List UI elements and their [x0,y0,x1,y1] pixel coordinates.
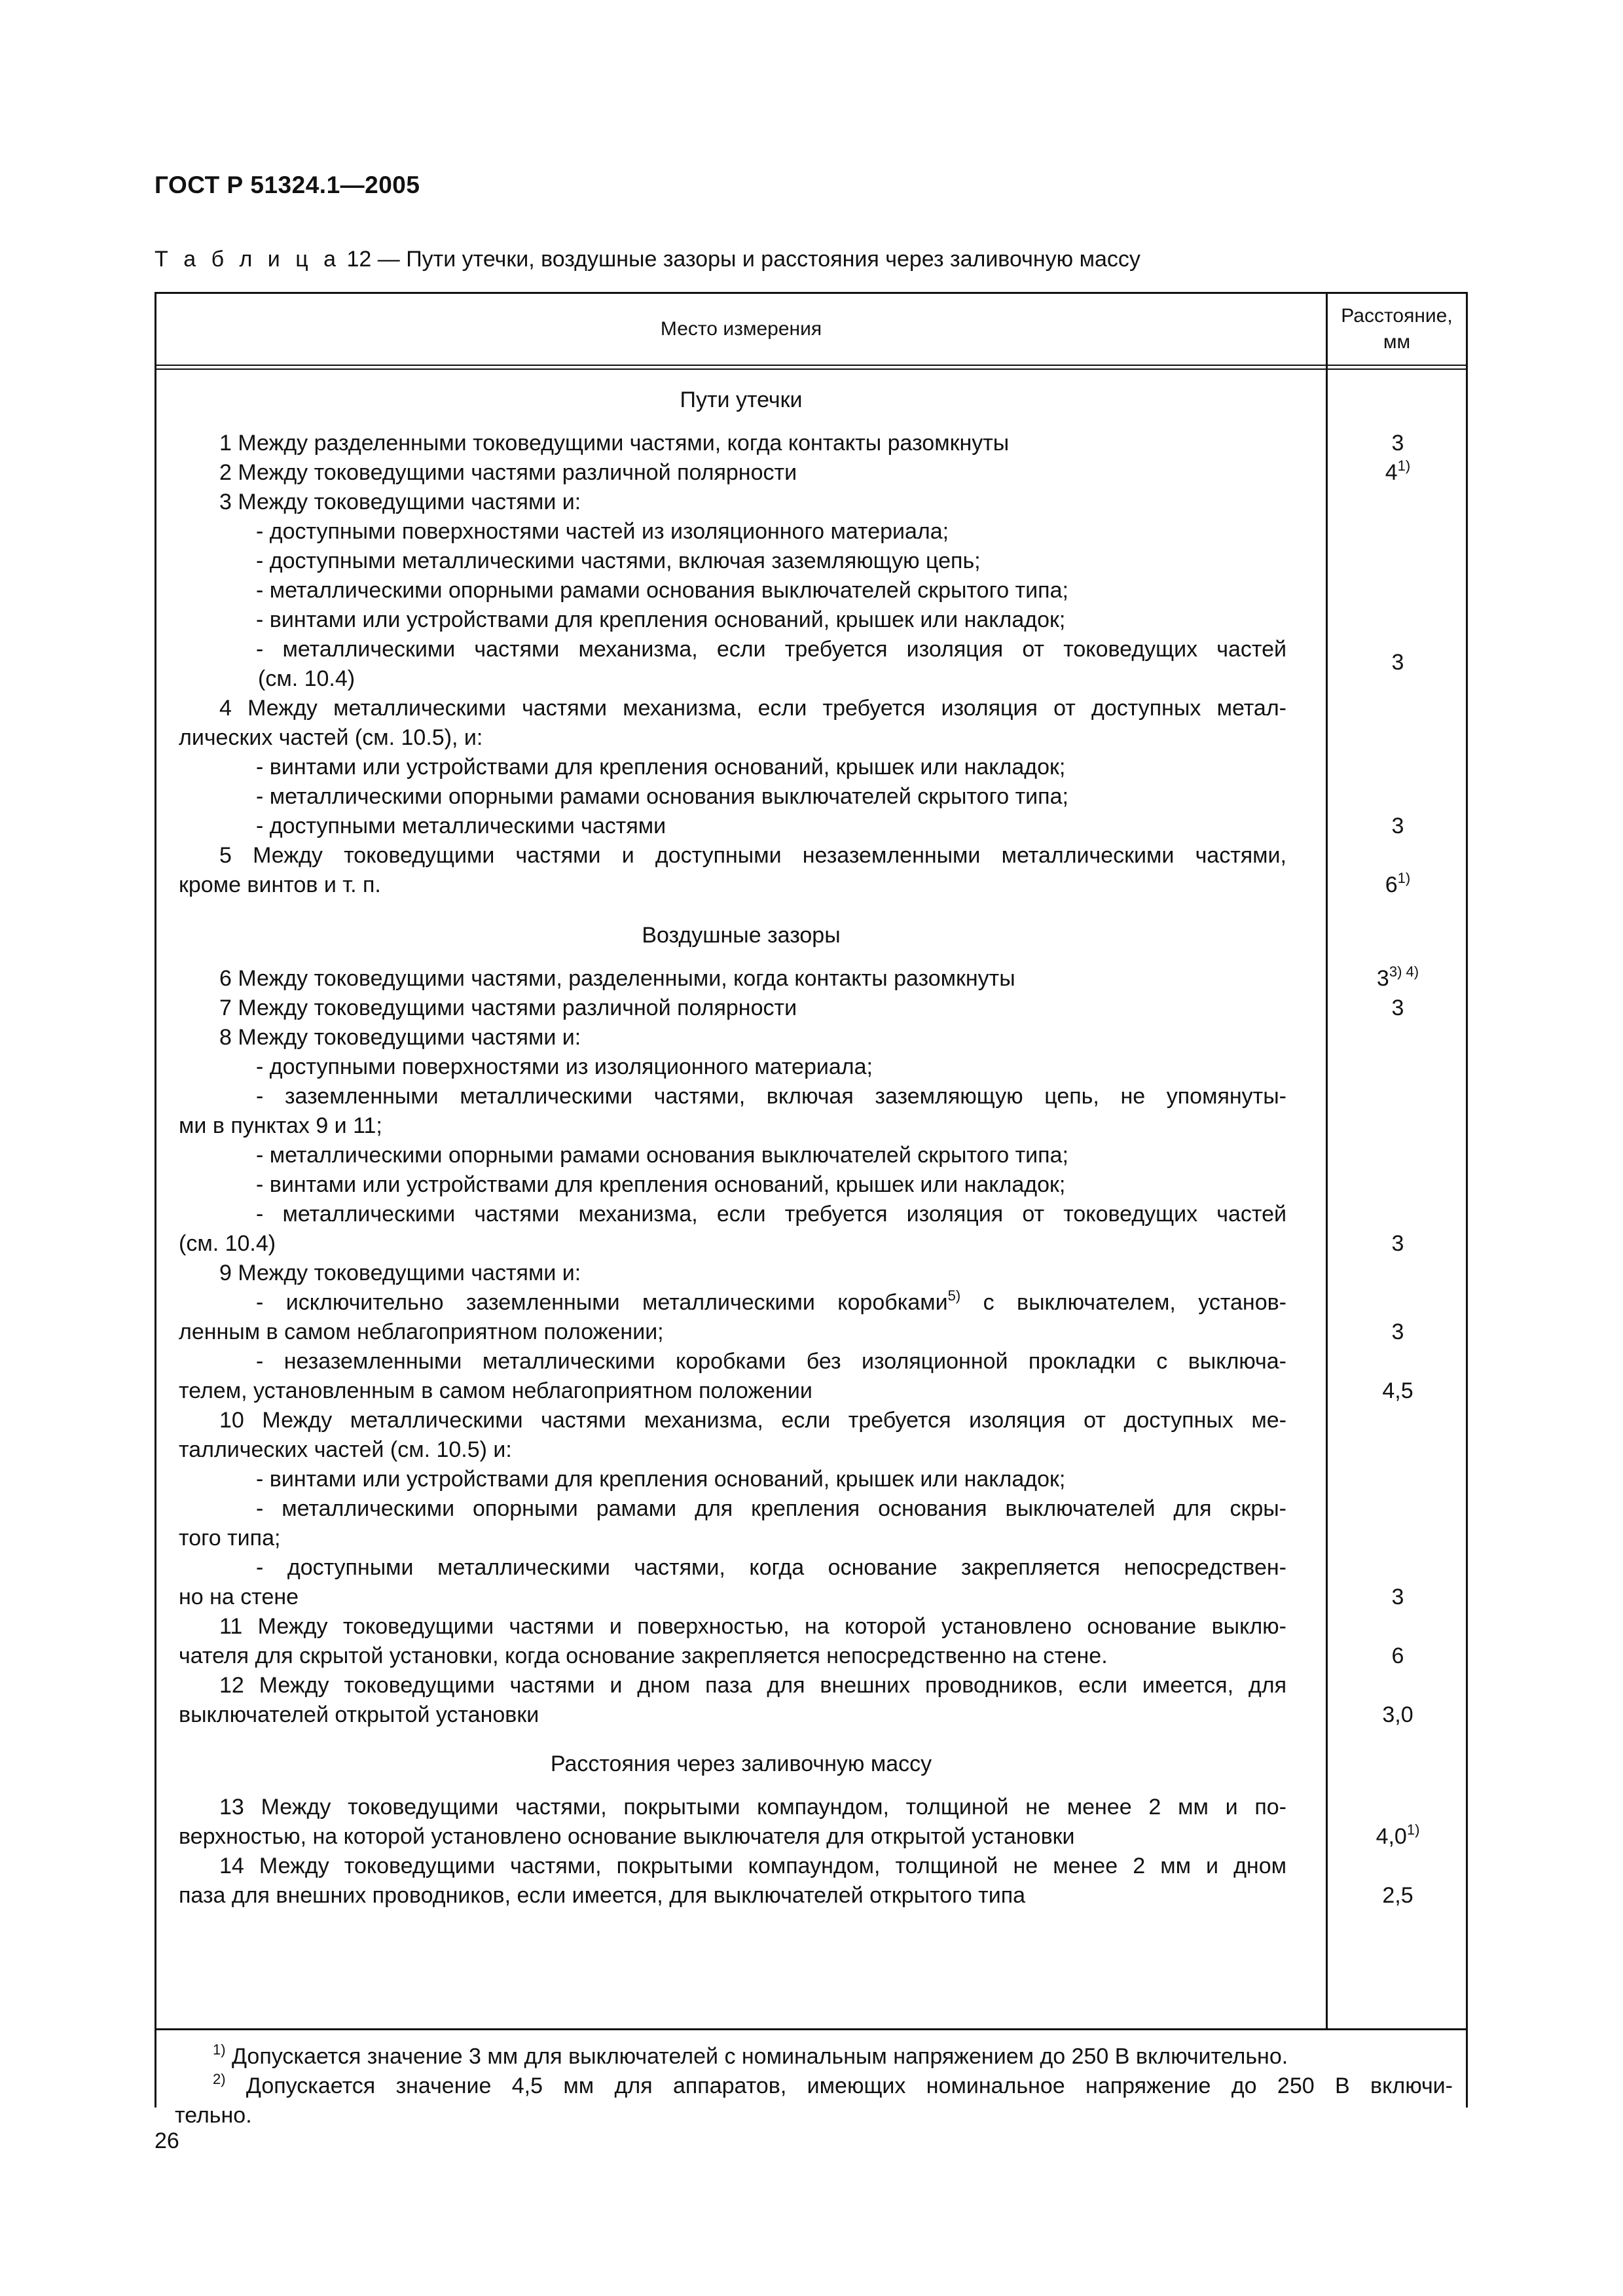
row-text: - винтами или устройствами для крепления оснований, крышек или накладок; [256,755,1066,780]
distance-value: 6 [1391,1643,1404,1668]
column-divider [1326,294,1328,2028]
row-text: - винтами или устройствами для крепления оснований, крышек или накладок; [256,1467,1066,1492]
footnote-text: Допускается значение 3 мм для выключателей с номинальным напряжением до 250 В включительно. [225,2044,1288,2069]
row-text: ми в пунктах 9 и 11; [179,1113,382,1138]
footnote-ref: 3) 4) [1389,963,1419,980]
row-text: 1 Между разделенными токоведущими частями, когда контакты разомкнуты [219,431,1010,456]
row-text: чателя для скрытой установки, когда основание закрепляется непосредственно на стене. [179,1643,1108,1668]
header-distance-label: Расстояние, [1341,305,1453,327]
distance-value-number: 4 [1385,460,1398,485]
section-creepage: Пути утечки [680,387,803,412]
footnote-1 [213,2042,1288,2072]
footnote-text: Допускается значение 4,5 мм для аппаратов, имеющих номинальное напряжение до 250 В включи- [225,2073,1453,2098]
footnote-ref: 5) [947,1287,961,1304]
row-text: - винтами или устройствами для крепления оснований, крышек или накладок; [256,607,1066,632]
page-number: 26 [155,2128,179,2153]
row-text [256,1288,1286,1318]
row-text: таллических частей (см. 10.5) и: [179,1437,512,1462]
row-text: - металлическими опорными рамами основания выключателей скрытого типа; [256,784,1068,809]
distance-value: 3 [1391,650,1404,675]
distance-value: 3 [1391,996,1404,1020]
row-text: 5 Между токоведущими частями и доступными незаземленными металлическими частями, [219,843,1286,868]
row-text: - металлическими частями механизма, если требуется изоляция от токоведущих частей [256,637,1286,662]
row-text: 3 Между токоведущими частями и: [219,490,581,514]
distance-value-number: 4,0 [1376,1824,1407,1849]
row-text: 11 Между токоведущими частями и поверхностью, на которой установлено основание выклю- [219,1614,1286,1639]
row-text: 12 Между токоведущими частями и дном паза для внешних проводников, если имеется, для [219,1673,1286,1698]
header-divider [156,365,1466,370]
row-text: 2 Между токоведущими частями различной полярности [219,460,797,485]
row-text: 4 Между металлическими частями механизма, если требуется изоляция от доступных метал- [219,696,1286,721]
row-text: но на стене [179,1585,299,1609]
section-clearances: Воздушные зазоры [642,923,841,948]
distances-table [155,292,1468,2030]
row-text: верхностью, на которой установлено основание выключателя для открытой установки [179,1824,1075,1849]
row-text: - металлическими опорными рамами основания выключателей скрытого типа; [256,578,1068,603]
distance-value-number: 6 [1385,872,1398,897]
row-text-part: - исключительно заземленными металлическими коробками [256,1290,948,1315]
row-text: 8 Между токоведущими частями и: [219,1025,581,1050]
row-text: того типа; [179,1526,281,1551]
row-text: - металлическими частями механизма, если требуется изоляция от токоведущих частей [256,1202,1286,1227]
distance-value-number: 3 [1376,966,1389,991]
distance-value: 3 [1391,431,1404,456]
footnote-marker: 1) [213,2041,226,2058]
table-caption-label: Т а б л и ц а [155,247,341,272]
row-text: - винтами или устройствами для крепления оснований, крышек или накладок; [256,1172,1066,1197]
distance-value: 3 [1391,1319,1404,1344]
row-text: телем, установленным в самом неблагоприятном положении [179,1378,812,1403]
header-distance-unit: мм [1383,331,1411,353]
row-text: 9 Между токоведущими частями и: [219,1261,581,1285]
row-text-part: с выключателем, установ- [960,1290,1286,1315]
distance-value: 2,5 [1382,1883,1413,1908]
row-text: - незаземленными металлическими коробками без изоляционной прокладки с выключа- [256,1349,1286,1374]
footnote-marker: 2) [213,2071,226,2087]
distance-value [1328,458,1468,488]
distance-value [1328,870,1468,900]
row-text: 14 Между токоведущими частями, покрытыми компаундом, толщиной не менее 2 мм и дном [219,1854,1286,1878]
distance-value: 4,5 [1382,1378,1413,1403]
row-text: (см. 10.4) [179,1231,276,1256]
row-text: - доступными металлическими частями [256,814,666,838]
distance-value: 3,0 [1382,1702,1413,1727]
row-text: - доступными металлическими частями, включая заземляющую цепь; [256,548,981,573]
distance-value [1328,964,1468,994]
row-text: - заземленными металлическими частями, включая заземляющую цепь, не упомянуты- [256,1084,1286,1109]
footnote-ref: 1) [1397,870,1411,886]
row-text: 13 Между токоведущими частями, покрытыми компаундом, толщиной не менее 2 мм и по- [219,1795,1286,1820]
row-text: - доступными металлическими частями, когда основание закрепляется непосредствен- [256,1555,1286,1580]
row-text: ленным в самом неблагоприятном положении; [179,1319,664,1344]
row-text: 10 Между металлическими частями механизма, если требуется изоляция от доступных ме- [219,1408,1286,1433]
row-text: 6 Между токоведущими частями, разделенными, когда контакты разомкнуты [219,966,1015,991]
footnotes [155,2030,1468,2128]
header-place: Место измерения [660,318,822,340]
distance-value: 3 [1391,1231,1404,1256]
row-text: (см. 10.4) [258,666,356,691]
row-text: 7 Между токоведущими частями различной полярности [219,996,797,1020]
footnote-2-continued: тельно. [175,2103,252,2128]
row-text: выключателей открытой установки [179,1702,539,1727]
row-text: - металлическими опорными рамами основания выключателей скрытого типа; [256,1143,1068,1168]
row-text: - доступными поверхностями частей из изоляционного материала; [256,519,949,544]
footnote-ref: 1) [1406,1821,1420,1838]
table-caption-title: 12 — Пути утечки, воздушные зазоры и расстояния через заливочную массу [340,247,1140,272]
table-caption [155,247,1140,272]
distance-value: 3 [1391,814,1404,838]
row-text: лических частей (см. 10.5), и: [179,725,483,750]
row-text: кроме винтов и т. п. [179,872,381,897]
row-text: - доступными поверхностями из изоляционного материала; [256,1054,873,1079]
footnote-ref: 1) [1397,457,1411,474]
distance-value [1328,1822,1468,1852]
row-text: - металлическими опорными рамами для крепления основания выключателей для скры- [256,1496,1286,1521]
header-distance [1328,294,1466,365]
row-text: паза для внешних проводников, если имеется, для выключателей открытого типа [179,1883,1026,1908]
document-code: ГОСТ Р 51324.1—2005 [155,171,420,198]
section-compound: Расстояния через заливочную массу [550,1751,932,1776]
footnote-2 [213,2072,1453,2101]
distance-value: 3 [1391,1585,1404,1609]
